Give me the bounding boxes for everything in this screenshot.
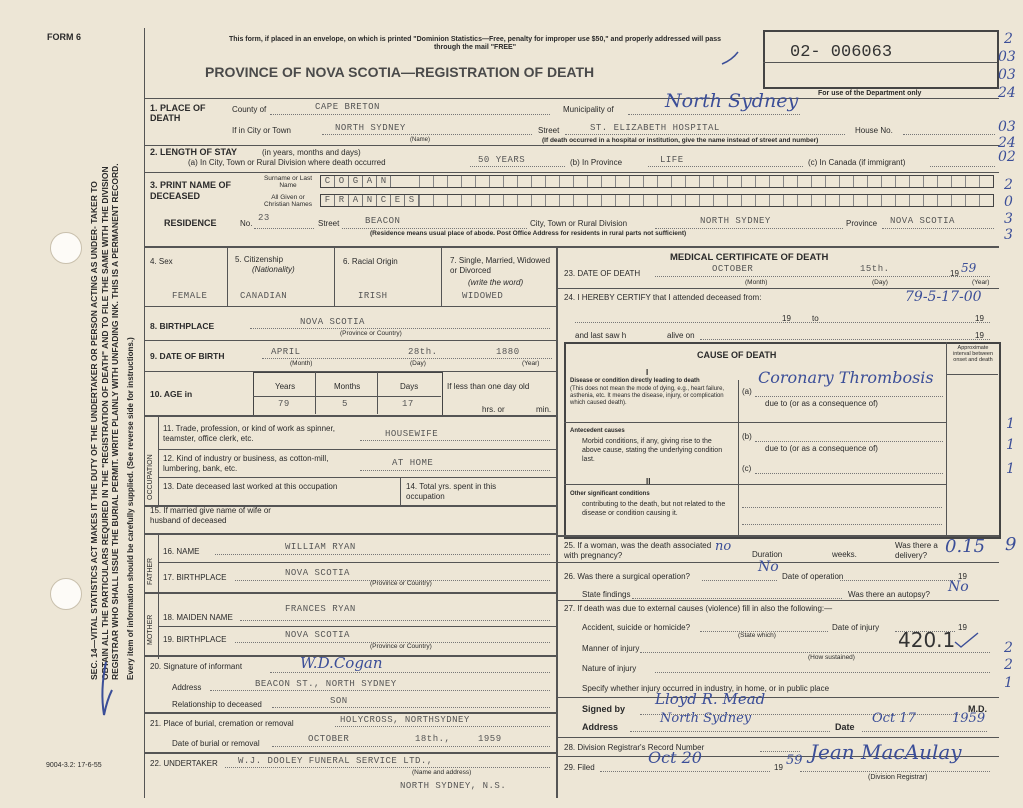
informant-address-value: BEACON ST., NORTH SYDNEY (255, 679, 397, 689)
marital-status-value: WIDOWED (462, 291, 504, 301)
hospital-hint: (If death occurred in a hospital or institution, give the name instead of street and number) (542, 137, 819, 144)
house-number-label: House No. (855, 126, 893, 135)
letter-cell-divider (573, 176, 574, 187)
letter-cell-divider (979, 176, 980, 187)
residence-no-value: 23 (258, 213, 270, 223)
name-hint: (Name) (410, 137, 431, 143)
cause-b-label: (b) (742, 432, 752, 441)
age-days-label: Days (400, 382, 419, 391)
autopsy-label: Was there an autopsy? (848, 590, 930, 599)
letter-cell-divider (517, 195, 518, 206)
hours-label: hrs. or (482, 405, 505, 414)
icd-code: 420.1 (898, 628, 956, 652)
specify-label: Specify whether injury occurred in industry, in home, or in public place (582, 684, 830, 693)
medical-certificate-title: MEDICAL CERTIFICATE OF DEATH (670, 252, 829, 263)
cause-of-death-title: CAUSE OF DEATH (697, 350, 777, 360)
residence-street-value: BEACON (365, 216, 401, 226)
letter-cell-divider (713, 176, 714, 187)
letter-cell-divider (559, 195, 560, 206)
occupation-q11: 11. Trade, profession, or kind of work as spinner, teamster, office clerk, etc. (163, 424, 335, 444)
margin-code: 1 (1006, 437, 1015, 453)
occupation-side-label: OCCUPATION (147, 454, 154, 500)
letter-cell-divider (783, 176, 784, 187)
registrar-signature: Jean MacAulay (810, 740, 962, 764)
burial-date-year: 1959 (478, 734, 502, 744)
letter-cell-divider (867, 195, 868, 206)
mother-birthplace-value: NOVA SCOTIA (285, 630, 350, 640)
delivery-label: Was there a delivery? (895, 541, 938, 561)
occupation-a12: AT HOME (392, 458, 434, 468)
sex-value: FEMALE (172, 291, 208, 301)
mail-notice: This form, if placed in an envelope, on which is printed "Dominion Statistics—Free, penalty for improper use $50," and properly addressed will pass through the mail "FREE" (228, 36, 722, 52)
letter-cell-divider (545, 176, 546, 187)
check-mark-icon (94, 660, 114, 720)
filed-year-prefix: 19 (774, 763, 783, 772)
margin-code: 2 (1004, 177, 1013, 193)
city-value: NORTH SYDNEY (335, 123, 406, 133)
letter-cell-divider (671, 195, 672, 206)
mother-prov-hint: (Province or Country) (370, 643, 432, 650)
margin-code: 02 (998, 149, 1016, 165)
letter-cell-divider (587, 195, 588, 206)
residence-province-label: Province (846, 219, 878, 228)
letter-cell-divider (461, 195, 462, 206)
given-names-label: All Given or Christian Names (263, 194, 313, 209)
letter-cell-divider (531, 176, 532, 187)
letter-cell-divider (699, 176, 700, 187)
letter-cell-divider (769, 176, 770, 187)
undertaker-label: 22. UNDERTAKER (150, 759, 218, 768)
cause-a-value: Coronary Thrombosis (758, 368, 934, 387)
cause-a-label: (a) (742, 387, 752, 396)
date-of-birth-label: 9. DATE OF BIRTH (150, 351, 225, 361)
antecedent-label: Antecedent causes (570, 428, 625, 434)
father-name-value: WILLIAM RYAN (285, 542, 356, 552)
check-mark-icon (952, 630, 982, 650)
attend-from-year: 19 (782, 314, 791, 323)
letter-cell-divider (811, 195, 812, 206)
burial-place-value: HOLYCROSS, NORTHSYDNEY (340, 715, 470, 725)
given-letter: S (405, 195, 419, 206)
letter-cell-divider (853, 176, 854, 187)
letter-cell-divider (755, 176, 756, 187)
street-value: ST. ELIZABETH HOSPITAL (590, 123, 720, 133)
operation-value: No (758, 559, 779, 575)
dob-month: APRIL (271, 347, 301, 357)
filed-date: Oct 20 (648, 748, 702, 767)
given-letter: N (363, 195, 377, 206)
mother-name-label: 18. MAIDEN NAME (163, 613, 233, 622)
letter-cell-divider (825, 176, 826, 187)
cause-c-label: (c) (742, 464, 752, 473)
letter-cell-divider (895, 195, 896, 206)
county-value: CAPE BRETON (315, 102, 380, 112)
given-letter: E (391, 195, 405, 206)
age-months-label: Months (334, 382, 361, 391)
citizenship-value: CANADIAN (240, 291, 288, 301)
age-label: 10. AGE in (150, 389, 193, 399)
father-birthplace-label: 17. BIRTHPLACE (163, 573, 227, 582)
letter-cell-divider (489, 176, 490, 187)
surname-letter: C (321, 176, 335, 187)
filed-year: 59 (786, 753, 803, 768)
letter-cell-divider (965, 176, 966, 187)
death-year: 59 (961, 261, 977, 275)
margin-code: 9 (1005, 534, 1017, 555)
autopsy-value: No (948, 579, 969, 595)
letter-cell-divider (419, 195, 420, 206)
signed-by-label: Signed by (582, 704, 626, 714)
citizenship-label: 5. Citizenship (235, 255, 284, 264)
letter-cell-divider (447, 176, 448, 187)
margin-code: 03 (998, 119, 1016, 135)
operation-date-label: Date of operation (782, 572, 844, 581)
letter-cell-divider (657, 176, 658, 187)
letter-cell-divider (727, 176, 728, 187)
state-which-hint: (State which) (738, 632, 776, 639)
age-years-value: 79 (278, 399, 290, 409)
physician-date-year: 1959 (952, 711, 986, 726)
md-label: M.D. (968, 704, 987, 714)
disease-label: Disease or condition directly leading to death (570, 378, 700, 384)
given-names-letters (321, 195, 419, 206)
county-label: County of (232, 105, 267, 114)
letter-cell-divider (671, 176, 672, 187)
due-to-label-a: due to (or as a consequence of) (765, 399, 878, 408)
letter-cell-divider (615, 176, 616, 187)
given-letter: F (321, 195, 335, 206)
burial-place-label: 21. Place of burial, cremation or removal (150, 719, 294, 728)
citizenship-hint: (Nationality) (252, 265, 295, 274)
form-number: FORM 6 (47, 32, 82, 42)
letter-cell-divider (601, 195, 602, 206)
margin-code: 24 (998, 85, 1016, 101)
margin-code: 2 (1004, 657, 1013, 673)
informant-signature: W.D.Cogan (300, 654, 383, 672)
letter-cell-divider (503, 195, 504, 206)
stay-province-label: (b) In Province (570, 158, 623, 167)
filed-label: 29. Filed (564, 763, 595, 772)
name-label: 3. PRINT NAME OF DECEASED (150, 180, 232, 201)
street-label: Street (538, 126, 560, 135)
how-sustained-hint: (How sustained) (808, 654, 855, 661)
code-25: 0.15 (945, 536, 986, 557)
letter-cell-divider (909, 195, 910, 206)
accident-label: Accident, suicide or homicide? (582, 623, 691, 632)
place-of-death-label: 1. PLACE OF DEATH (150, 103, 206, 123)
occupation-q13: 13. Date deceased last worked at this occupation (163, 482, 338, 491)
physician-date: Oct 17 (872, 711, 916, 726)
stay-city-label: (a) In City, Town or Rural Division where death occurred (188, 158, 386, 167)
undertaker-value: W.J. DOOLEY FUNERAL SERVICE LTD., (238, 756, 433, 766)
attend-code: 79-5-17-00 (905, 289, 982, 305)
stay-city-value: 50 YEARS (478, 155, 526, 165)
mother-name-value: FRANCES RYAN (285, 604, 356, 614)
letter-cell-divider (475, 176, 476, 187)
letter-cell-divider (923, 176, 924, 187)
letter-cell-divider (685, 195, 686, 206)
alive-on-year: 19 (975, 331, 984, 340)
relationship-label: Relationship to deceased (172, 700, 262, 709)
external-causes-label: 27. If death was due to external causes (violence) fill in also the following:— (564, 604, 833, 613)
nature-label: Nature of injury (582, 664, 637, 673)
duration-label: Duration (752, 550, 783, 559)
letter-cell-divider (713, 195, 714, 206)
marital-status-label: 7. Single, Married, Widowed or Divorced (450, 256, 551, 275)
death-year-hint: (Year) (972, 279, 990, 286)
surname-letter: A (363, 176, 377, 187)
physician-address-label: Address (582, 722, 619, 732)
surname-letter: G (349, 176, 363, 187)
attended-label: 24. I HEREBY CERTIFY that I attended deceased from: (564, 293, 762, 302)
mother-birthplace-label: 19. BIRTHPLACE (163, 635, 227, 644)
age-months-value: 5 (342, 399, 348, 409)
physician-date-label: Date (835, 722, 855, 732)
margin-code: 3 (1004, 227, 1013, 243)
letter-cell-divider (951, 176, 952, 187)
letter-cell-divider (741, 195, 742, 206)
death-month-hint: (Month) (745, 279, 768, 286)
disease-hint: (This does not mean the mode of dying, e.g., heart failure, asthenia, etc. It means the disease, injury, or complication which caused death). (570, 386, 725, 406)
father-prov-hint: (Province or Country) (370, 580, 432, 587)
injury-year: 19 (958, 623, 967, 632)
letter-cell-divider (811, 176, 812, 187)
residence-hint: (Residence means usual place of abode. Post Office Address for residents in rural parts not sufficient) (370, 230, 687, 237)
attend-to-label: to (812, 314, 819, 323)
interval-label: Approximate interval between onset and death (952, 345, 994, 364)
date-of-death-label: 23. DATE OF DEATH (564, 269, 641, 278)
attend-to-year: 19 (975, 314, 984, 323)
residence-label: RESIDENCE (164, 218, 217, 228)
burial-date-day: 18th., (415, 734, 451, 744)
occupation-a11: HOUSEWIFE (385, 429, 439, 439)
part-one-label: I (646, 368, 649, 377)
alive-on-label: alive on (667, 331, 695, 340)
injury-date-label: Date of injury (832, 623, 880, 632)
undertaker-address: NORTH SYDNEY, N.S. (400, 781, 507, 791)
letter-cell-divider (447, 195, 448, 206)
occupation-q14: 14. Total yrs. spent in this occupation (406, 482, 497, 502)
letter-cell-divider (629, 176, 630, 187)
letter-cell-divider (783, 195, 784, 206)
registration-number: 02- 006063 (790, 43, 893, 62)
due-to-label-b: due to (or as a consequence of) (765, 444, 878, 453)
letter-cell-divider (685, 176, 686, 187)
letter-cell-divider (797, 176, 798, 187)
day-hint: (Day) (410, 360, 426, 367)
death-day: 15th. (860, 264, 890, 274)
other-conditions-hint: contributing to the death, but not related to the disease or condition causing it. (582, 501, 726, 518)
undertaker-hint: (Name and address) (412, 769, 472, 776)
letter-cell-divider (615, 195, 616, 206)
father-side-label: FATHER (147, 557, 154, 585)
letter-cell-divider (433, 176, 434, 187)
city-label: If in City or Town (232, 126, 291, 135)
letter-cell-divider (881, 176, 882, 187)
letter-cell-divider (559, 176, 560, 187)
given-letter: A (349, 195, 363, 206)
father-name-label: 16. NAME (163, 547, 200, 556)
age-days-value: 17 (402, 399, 414, 409)
death-year-prefix: 19 (950, 269, 959, 278)
given-letter: R (335, 195, 349, 206)
residence-city-label: City, Town or Rural Division (530, 219, 628, 228)
letter-cell-divider (573, 195, 574, 206)
letter-cell-divider (461, 176, 462, 187)
death-month: OCTOBER (712, 264, 754, 274)
letter-cell-divider (839, 195, 840, 206)
instruction-note: Every item of information should be carefully supplied. (See reverse side for instructions.) (126, 337, 135, 680)
length-of-stay-label: 2. LENGTH OF STAY (150, 147, 238, 157)
birthplace-hint: (Province or Country) (340, 330, 402, 337)
minutes-label: min. (536, 405, 552, 414)
residence-province-value: NOVA SCOTIA (890, 216, 955, 226)
other-conditions-label: Other significant conditions (570, 491, 650, 497)
racial-origin-label: 6. Racial Origin (343, 257, 398, 266)
stay-canada-label: (c) In Canada (if immigrant) (808, 158, 906, 167)
margin-code: 24 (998, 135, 1016, 151)
manner-label: Manner of injury (582, 644, 640, 653)
letter-cell-divider (629, 195, 630, 206)
letter-cell-divider (503, 176, 504, 187)
year-hint: (Year) (522, 360, 540, 367)
relationship-value: SON (330, 696, 348, 706)
form-title: PROVINCE OF NOVA SCOTIA—REGISTRATION OF DEATH (205, 64, 595, 80)
margin-code: 1 (1006, 461, 1015, 477)
state-findings-label: State findings (582, 590, 631, 599)
letter-cell-divider (937, 176, 938, 187)
death-day-hint: (Day) (872, 279, 888, 286)
statute-notice: SEC. 14—VITAL STATISTICS ACT MAKES IT THE DUTY OF THE UNDERTAKER OR PERSON ACTING AS UNDER- TAKER TO OBTAIN ALL THE PARTICULARS REQUIRED IN THE "REGISTRATION OF DEATH" AND TO FILE THE SAME WITH THE DIVISION REGISTRAR WHO SHALL ISSUE THE BURIAL PERMIT. WRITE PLAINLY WITH UNFADING INK. THIS IS A PERMANENT RECORD. (89, 163, 121, 680)
letter-cell-divider (951, 195, 952, 206)
form-code: 9004-3.2: 17-6-55 (46, 762, 102, 769)
residence-street-label: Street (318, 219, 340, 228)
marital-hint: (write the word) (468, 278, 524, 287)
letter-cell-divider (867, 176, 868, 187)
birthplace-value: NOVA SCOTIA (300, 317, 365, 327)
racial-origin-value: IRISH (358, 291, 388, 301)
dob-day: 28th. (408, 347, 438, 357)
under-day-label: If less than one day old (447, 382, 530, 391)
occupation-q15: 15. If married give name of wife or husband of deceased (150, 506, 271, 526)
operation-year: 19 (958, 572, 967, 581)
margin-code: 0 (1004, 194, 1013, 210)
dob-year: 1880 (496, 347, 520, 357)
letter-cell-divider (643, 195, 644, 206)
margin-code: 1 (1006, 416, 1015, 432)
weeks-label: weeks. (832, 550, 857, 559)
letter-cell-divider (741, 176, 742, 187)
letter-cell-divider (545, 195, 546, 206)
mother-side-label: MOTHER (147, 614, 154, 645)
letter-cell-divider (531, 195, 532, 206)
letter-cell-divider (517, 176, 518, 187)
stay-hint: (in years, months and days) (262, 148, 361, 157)
letter-cell-divider (895, 176, 896, 187)
month-hint: (Month) (290, 360, 313, 367)
letter-cell-divider (727, 195, 728, 206)
margin-code: 1 (1004, 675, 1013, 691)
birthplace-label: 8. BIRTHPLACE (150, 321, 215, 331)
surname-letter: O (335, 176, 349, 187)
informant-address-label: Address (172, 683, 202, 692)
letter-cell-divider (979, 195, 980, 206)
record-number-label: 28. Division Registrar's Record Number (564, 743, 705, 752)
pregnancy-label: 25. If a woman, was the death associated with pregnancy? (564, 541, 712, 561)
letter-cell-divider (923, 195, 924, 206)
letter-cell-divider (965, 195, 966, 206)
letter-cell-divider (909, 176, 910, 187)
letter-cell-divider (489, 195, 490, 206)
age-years-label: Years (275, 382, 296, 391)
antecedent-hint: Morbid conditions, if any, giving rise to the above cause, stating the underlying condition last. (582, 438, 723, 464)
surname-letter: N (377, 176, 391, 187)
pregnancy-value: no (715, 539, 732, 554)
letter-cell-divider (657, 195, 658, 206)
letter-cell-divider (797, 195, 798, 206)
occupation-q12: 12. Kind of industry or business, as cotton-mill, lumbering, bank, etc. (163, 454, 329, 474)
father-birthplace-value: NOVA SCOTIA (285, 568, 350, 578)
tick-mark-icon (720, 50, 740, 70)
letter-cell-divider (601, 176, 602, 187)
letter-cell-divider (419, 176, 420, 187)
letter-cell-divider (769, 195, 770, 206)
margin-code: 3 (1004, 211, 1013, 227)
age-table (253, 372, 443, 416)
margin-code: 03 (998, 49, 1016, 65)
letter-cell-divider (699, 195, 700, 206)
given-letter: C (377, 195, 391, 206)
sex-label: 4. Sex (150, 257, 173, 266)
burial-date-label: Date of burial or removal (172, 739, 260, 748)
surname-label: Surname or Last Name (263, 175, 313, 190)
informant-signature-label: 20. Signature of informant (150, 662, 243, 671)
operation-label: 26. Was there a surgical operation? (564, 572, 690, 581)
margin-code: 2 (1004, 31, 1013, 47)
burial-date-month: OCTOBER (308, 734, 350, 744)
letter-cell-divider (475, 195, 476, 206)
registrar-hint: (Division Registrar) (868, 774, 928, 781)
physician-signature: Lloyd R. Mead (655, 690, 766, 708)
letter-cell-divider (825, 195, 826, 206)
last-saw-label: and last saw h (575, 331, 627, 340)
letter-cell-divider (881, 195, 882, 206)
physician-address: North Sydney (660, 711, 752, 726)
surname-letters (321, 176, 391, 187)
residence-no-label: No. (240, 219, 253, 228)
letter-cell-divider (433, 195, 434, 206)
letter-cell-divider (643, 176, 644, 187)
margin-code: 2 (1004, 640, 1013, 656)
department-use-note: For use of the Department only (818, 90, 922, 97)
punch-hole-top (50, 232, 82, 264)
stay-province-value: LIFE (660, 155, 684, 165)
letter-cell-divider (755, 195, 756, 206)
municipality-label: Municipality of (563, 105, 614, 114)
part-two-label: II (646, 477, 651, 486)
punch-hole-bottom (50, 578, 82, 610)
letter-cell-divider (937, 195, 938, 206)
letter-cell-divider (839, 176, 840, 187)
residence-city-value: NORTH SYDNEY (700, 216, 771, 226)
letter-cell-divider (587, 176, 588, 187)
municipality-value: North Sydney (665, 90, 799, 112)
margin-code: 03 (998, 67, 1016, 83)
letter-cell-divider (853, 195, 854, 206)
